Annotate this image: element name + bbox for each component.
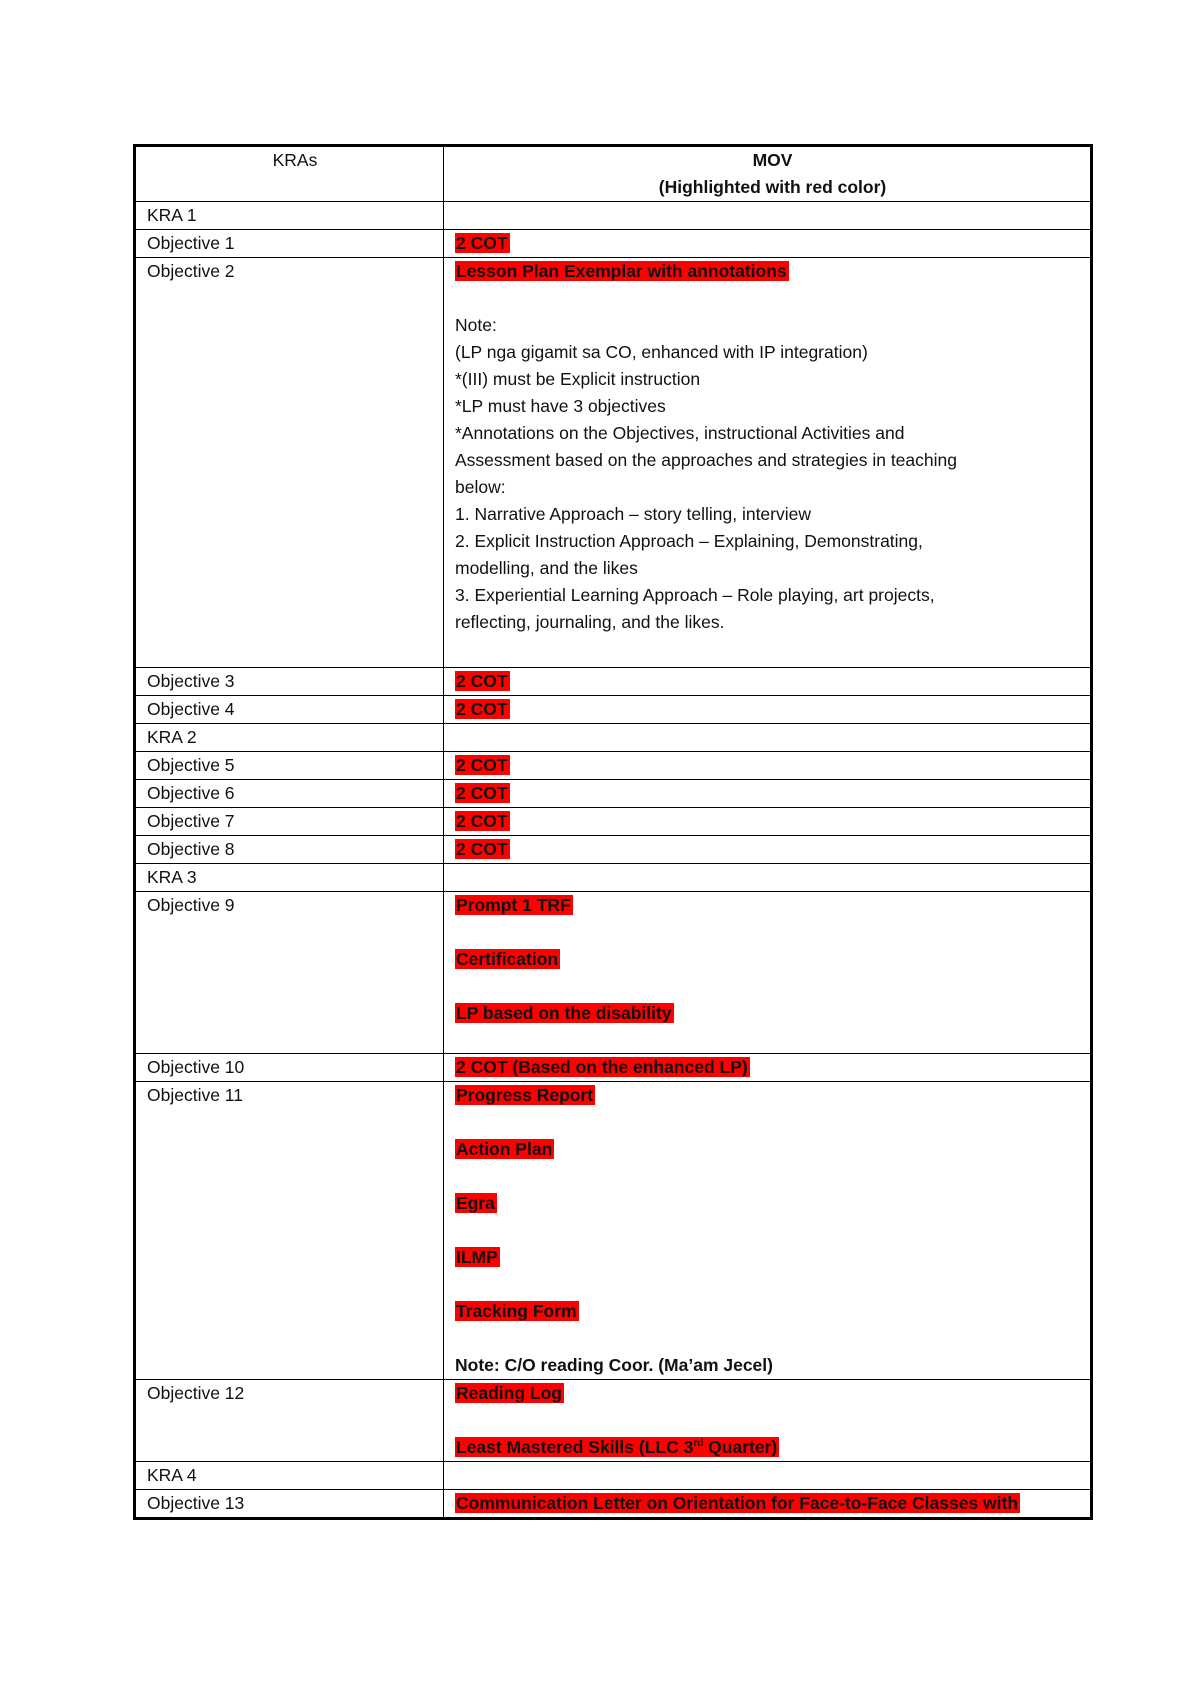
objective-label: Objective 10 xyxy=(135,1054,444,1082)
table-row xyxy=(135,1380,1092,1462)
mov-highlight: Tracking Form xyxy=(456,1301,577,1321)
table-row xyxy=(135,1082,1092,1380)
mov-cell xyxy=(444,230,1092,258)
note-line: reflecting, journaling, and the likes. xyxy=(455,612,725,632)
mov-cell xyxy=(444,696,1092,724)
mov-highlight: 2 COT (Based on the enhanced LP) xyxy=(456,1057,748,1077)
table-row xyxy=(135,780,1092,808)
table-row xyxy=(135,836,1092,864)
note-line: 3. Experiential Learning Approach – Role playing, art projects, xyxy=(455,585,935,605)
table-row xyxy=(135,752,1092,780)
mov-highlight: Prompt 1 TRF xyxy=(456,895,571,915)
objective-label: Objective 12 xyxy=(135,1380,444,1462)
mov-cell xyxy=(444,1054,1092,1082)
table-row xyxy=(135,808,1092,836)
mov-cell xyxy=(444,836,1092,864)
objective-label: Objective 5 xyxy=(135,752,444,780)
objective-label: Objective 6 xyxy=(135,780,444,808)
note-line: *Annotations on the Objectives, instructional Activities and xyxy=(455,423,905,443)
mov-highlight: LP based on the disability xyxy=(456,1003,672,1023)
header-kras-label: KRAs xyxy=(272,150,318,170)
kra-label: KRA 2 xyxy=(135,724,444,752)
kra-label: KRA 4 xyxy=(135,1462,444,1490)
mov-cell xyxy=(444,752,1092,780)
mov-cell xyxy=(444,1082,1092,1380)
objective-label: Objective 1 xyxy=(135,230,444,258)
mov-highlight-text: Least Mastered Skills (LLC 3 xyxy=(456,1437,694,1457)
mov-cell xyxy=(444,864,1092,892)
header-mov-sub: (Highlighted with red color) xyxy=(658,177,887,197)
mov-highlight: Lesson Plan Exemplar with annotations xyxy=(456,261,787,281)
table-row xyxy=(135,230,1092,258)
mov-highlight: 2 COT xyxy=(456,811,508,831)
mov-cell xyxy=(444,892,1092,1054)
mov-cell xyxy=(444,668,1092,696)
mov-cell xyxy=(444,1490,1092,1519)
kra-label: KRA 1 xyxy=(135,202,444,230)
mov-highlight: Communication Letter on Orientation for Face-to-Face Classes with xyxy=(456,1493,1019,1513)
header-mov xyxy=(444,146,1092,202)
note-line: *LP must have 3 objectives xyxy=(455,396,666,416)
ordinal-suffix: rd xyxy=(693,1438,704,1450)
header-kras xyxy=(135,146,444,202)
mov-highlight-text: Quarter) xyxy=(703,1437,778,1457)
objective-label: Objective 9 xyxy=(135,892,444,1054)
objective-label: Objective 7 xyxy=(135,808,444,836)
note-line: *(III) must be Explicit instruction xyxy=(455,369,701,389)
objective-label: Objective 13 xyxy=(135,1490,444,1519)
kra-label: KRA 3 xyxy=(135,864,444,892)
mov-highlight xyxy=(455,1437,779,1457)
mov-highlight: 2 COT xyxy=(456,699,508,719)
mov-highlight: 2 COT xyxy=(456,839,508,859)
mov-cell xyxy=(444,1380,1092,1462)
objective-label: Objective 8 xyxy=(135,836,444,864)
table-row xyxy=(135,258,1092,668)
note-line: Assessment based on the approaches and strategies in teaching xyxy=(455,450,957,470)
note-line: 1. Narrative Approach – story telling, interview xyxy=(455,504,811,524)
table-row xyxy=(135,202,1092,230)
objective-label: Objective 3 xyxy=(135,668,444,696)
mov-highlight: 2 COT xyxy=(456,783,508,803)
table-row xyxy=(135,1490,1092,1519)
note-line: below: xyxy=(455,477,506,497)
table-row xyxy=(135,696,1092,724)
table-row xyxy=(135,864,1092,892)
note-line: (LP nga gigamit sa CO, enhanced with IP integration) xyxy=(455,342,868,362)
objective-label: Objective 2 xyxy=(135,258,444,668)
table-header-row xyxy=(135,146,1092,202)
mov-cell xyxy=(444,258,1092,668)
table-row xyxy=(135,1054,1092,1082)
mov-cell xyxy=(444,808,1092,836)
objective-label: Objective 4 xyxy=(135,696,444,724)
note-line: 2. Explicit Instruction Approach – Explaining, Demonstrating, xyxy=(455,531,923,551)
mov-cell xyxy=(444,1462,1092,1490)
mov-highlight: Egra xyxy=(456,1193,495,1213)
mov-highlight: 2 COT xyxy=(456,671,508,691)
mov-cell xyxy=(444,780,1092,808)
mov-highlight: Progress Report xyxy=(456,1085,594,1105)
table-row xyxy=(135,724,1092,752)
table-row xyxy=(135,668,1092,696)
note-title: Note: xyxy=(455,315,497,335)
kra-mov-table xyxy=(133,144,1093,1520)
mov-highlight: Reading Log xyxy=(456,1383,562,1403)
mov-highlight: Certification xyxy=(456,949,559,969)
table-row xyxy=(135,1462,1092,1490)
mov-cell xyxy=(444,202,1092,230)
mov-highlight: ILMP xyxy=(456,1247,498,1267)
table-row xyxy=(135,892,1092,1054)
note-line: modelling, and the likes xyxy=(455,558,638,578)
header-mov-label: MOV xyxy=(752,150,793,170)
mov-cell xyxy=(444,724,1092,752)
coordinator-note: Note: C/O reading Coor. (Ma’am Jecel) xyxy=(455,1355,773,1375)
mov-highlight: 2 COT xyxy=(456,233,508,253)
mov-highlight: 2 COT xyxy=(456,755,508,775)
mov-highlight: Action Plan xyxy=(456,1139,553,1159)
objective-label: Objective 11 xyxy=(135,1082,444,1380)
